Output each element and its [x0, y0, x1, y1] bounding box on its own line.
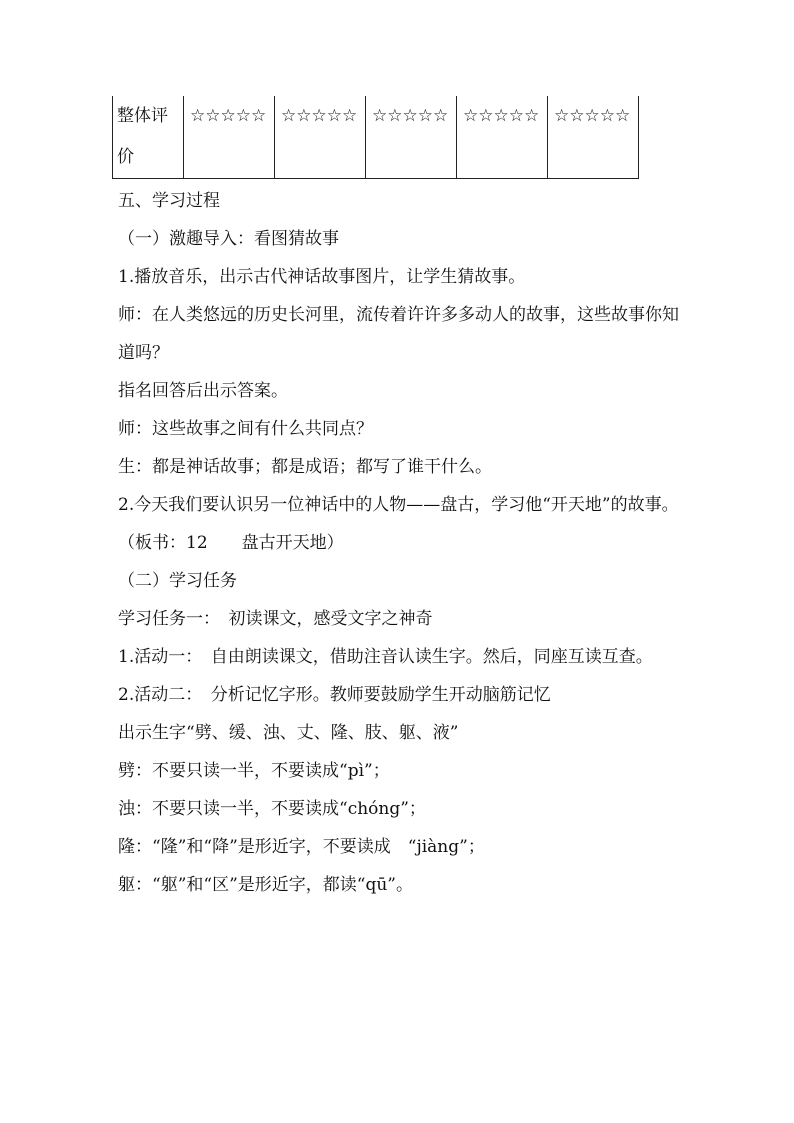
star-rating: ☆☆☆☆☆: [184, 96, 275, 179]
paragraph: 1.播放音乐，出示古代神话故事图片，让学生猜故事。: [118, 267, 526, 287]
paragraph: 出示生字“劈、缓、浊、丈、隆、肢、躯、液”: [118, 723, 459, 743]
evaluation-label: 整体评价: [113, 96, 184, 179]
paragraph: 浊：不要只读一半，不要读成“chóng”；: [118, 799, 426, 819]
evaluation-row: [113, 96, 639, 179]
subsection-heading: （二）学习任务: [118, 571, 237, 591]
paragraph: 指名回答后出示答案。: [118, 381, 288, 401]
task-heading: 学习任务一： 初读课文，感受文字之神奇: [118, 609, 433, 629]
paragraph: 1.活动一： 自由朗读课文，借助注音认读生字。然后，同座互读互查。: [118, 647, 653, 667]
paragraph: 师：在人类悠远的历史长河里，流传着许许多多动人的故事，这些故事你知道吗？: [118, 305, 679, 363]
subsection-heading: （一）激趣导入：看图猜故事: [118, 229, 339, 249]
paragraph: 2.活动二： 分析记忆字形。教师要鼓励学生开动脑筋记忆: [118, 685, 551, 705]
star-rating: ☆☆☆☆☆: [548, 96, 639, 179]
paragraph: 师：这些故事之间有什么共同点？: [118, 419, 373, 439]
section-heading: 五、学习过程: [118, 191, 220, 211]
paragraph: 生：都是神话故事；都是成语；都写了谁干什么。: [118, 457, 492, 477]
paragraph: 隆：“隆”和“降”是形近字，不要读成 “jiàng”；: [118, 837, 485, 857]
lesson-content: [118, 182, 688, 904]
paragraph: 2.今天我们要认识另一位神话中的人物——盘古，学习他“开天地”的故事。（板书：12 盘古开天地）: [118, 495, 679, 553]
star-rating: ☆☆☆☆☆: [366, 96, 457, 179]
star-rating: ☆☆☆☆☆: [457, 96, 548, 179]
paragraph: 躯：“躯”和“区”是形近字，都读“qū”。: [118, 875, 413, 895]
evaluation-table: [112, 96, 639, 179]
star-rating: ☆☆☆☆☆: [275, 96, 366, 179]
paragraph: 劈：不要只读一半，不要读成“pì”；: [118, 761, 390, 781]
